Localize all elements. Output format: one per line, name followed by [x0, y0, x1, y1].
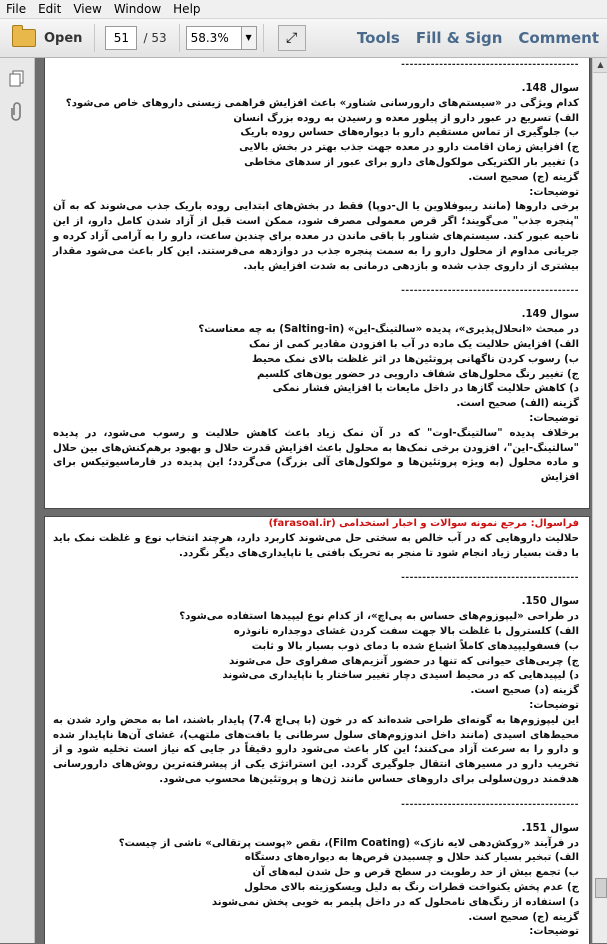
menu-view[interactable]: View [73, 2, 102, 16]
answer-text: گزینه (ج) صحیح است. [468, 911, 579, 923]
pdf-page [44, 516, 590, 944]
explanation-text: برخلاف پدیده "سالتینگ-اوت" که در آن نمک زیاد باعث کاهش حلالیت و رسوب می‌شود، در پدیده "سالتینگ-این"، افزودن برخی نمک‌ها به محلول باعث افزایش قدرت حلال و بهبود برهم‌کنش‌های بین حلال و ماده محلول (به ویژه پروتئین‌ها و مولکول‌های آلی بزرگ) می‌گردد؛ این پدیده در فارماسیوتیکس برای افزایش [53, 427, 579, 484]
option-a: الف) تبخیر بسیار کند حلال و چسبیدن قرص‌ها به دیواره‌های دستگاه [244, 852, 579, 864]
menu-file[interactable]: File [6, 2, 27, 16]
zoom-dropdown-icon[interactable]: ▼ [242, 26, 257, 50]
menu-bar [0, 0, 607, 19]
toolbar-separator [94, 24, 95, 52]
option-c: ج) چربی‌های حیوانی که تنها در حضور آنزیم‌های صفراوی حل می‌شوند [229, 655, 579, 667]
answer-text: گزینه (د) صحیح است. [470, 685, 579, 697]
explanation-label: توضیحات: [529, 926, 579, 938]
option-d: د) استفاده از رنگ‌های نامحلول که در داخل پلیمر به خوبی پخش نمی‌شوند [211, 896, 579, 908]
tools-button[interactable]: Tools [356, 29, 400, 47]
answer-text: گزینه (الف) صحیح است. [456, 398, 579, 410]
page-content [45, 517, 589, 940]
question-number: سوال 149. [521, 309, 579, 321]
question-text: در مبحث «انحلال‌پذیری»، پدیده «سالتینگ-این» (Salting-in) به چه معناست؟ [198, 324, 579, 336]
separator-line: ------------------------------------------ [401, 799, 579, 810]
separator-line: ------------------------------------------ [401, 60, 579, 70]
option-d: د) لیپیدهایی که در محیط اسیدی دچار تغییر ساختار یا ناپایداری می‌شوند [222, 670, 579, 682]
open-button[interactable] [6, 23, 88, 53]
option-a: الف) کلسترول با غلظت بالا جهت سفت کردن غشای دوجداره نانوذره [233, 625, 579, 637]
vertical-scrollbar[interactable] [592, 58, 607, 943]
page-content [45, 58, 589, 486]
page-separator: / [143, 31, 148, 45]
option-c: ج) افزایش زمان اقامت دارو در معده جهت جذب بهتر در بخش بالایی [239, 142, 579, 154]
explanation-text: این لیپوزوم‌ها به گونه‌ای طراحی شده‌اند که در خون (با پی‌اچ 7.4) پایدار باشند، اما به محض وارد شدن به محیط‌های اسیدی (مانند داخل اندوزوم‌های سلول سرطانی یا بافت‌های ملتهب)، غشای آن‌ها ناپایدار شده و دارو را به سرعت آزاد می‌کنند؛ این کار باعث می‌شود دارو دقیقاً در جایی که نیاز است تخلیه شود و از تخریب دارو در مسیرهای انتقال جلوگیری گردد. این استراتژی یکی از پیشرفته‌ترین روش‌های دارورسانی هدفمند درون‌سلولی برای داروهای حساس مانند ژن‌ها و پروتئین‌ها محسوب می‌شود. [53, 714, 579, 785]
option-a: الف) افزایش حلالیت یک ماده در آب با افزودن مقادیر کمی از نمک [249, 338, 579, 350]
separator-line: ------------------------------------------ [401, 286, 579, 297]
menu-edit[interactable]: Edit [38, 2, 62, 16]
option-b: ب) تجمع بیش از حد رطوبت در سطح قرص و حل شدن لبه‌های آن [252, 867, 579, 879]
option-d: د) تغییر بار الکتریکی مولکول‌های دارو برای عبور از سدهای مخاطی [244, 156, 579, 168]
option-d: د) کاهش حلالیت گازها در داخل مایعات با افزایش فشار نمکی [272, 383, 579, 395]
explanation-label: توضیحات: [529, 186, 579, 198]
open-label: Open [44, 30, 83, 46]
question-number: سوال 150. [521, 596, 579, 608]
option-a: الف) تسریع در عبور دارو از پیلور معده و رسیدن به روده بزرگ انسان [233, 112, 579, 124]
scroll-up-icon[interactable]: ▲ [593, 58, 607, 73]
fit-page-button[interactable] [278, 25, 306, 51]
comment-button[interactable]: Comment [518, 29, 599, 47]
option-b: ب) رسوب کردن ناگهانی پروتئین‌ها در اثر غلظت بالای نمک محیط [252, 353, 579, 365]
toolbar-separator [263, 24, 264, 52]
explanation-text: برخی داروها (مانند ریبوفلاوین یا ال-دوپا) فقط در بخش‌های ابتدایی روده باریک جذب می‌شوند که به آن "پنجره جذب" می‌گویند؛ اگر قرص معمولی مصرف شود، ممکن است قبل از آزاد شدن کامل دارو، از این ناحیه عبور کند. سیستم‌های شناور با باقی ماندن در معده برای چندین ساعت، دارو را به آرامی آزاد کرده و جریانی مداوم از محلول دارو را به سمت پنجره جذب در دوازدهه می‌فرستند. این کار باعث می‌شود مقدار بیشتری از داروی جذب شده و بازدهی درمانی به شدت افزایش یابد. [53, 201, 579, 272]
total-pages: 53 [151, 31, 167, 45]
separator-line: ------------------------------------------ [401, 573, 579, 584]
zoom-input[interactable]: 58.3% [186, 26, 242, 50]
question-text: در طراحی «لیپوزوم‌های حساس به پی‌اچ»، از کدام نوع لیپیدها استفاده می‌شود؟ [179, 611, 579, 623]
option-c: ج) عدم پخش یکنواخت قطرات رنگ به دلیل ویسکوزیته بالای محلول [244, 881, 579, 893]
fill-sign-button[interactable]: Fill & Sign [415, 29, 503, 47]
option-b: ب) فسفولیپیدهای کاملاً اشباع شده با دمای ذوب بسیار بالا و ثابت [251, 640, 579, 652]
question-number: سوال 151. [521, 822, 579, 834]
toolbar-separator [179, 24, 180, 52]
pages-thumbnail-icon[interactable] [7, 68, 27, 90]
explanation-label: توضیحات: [529, 699, 579, 711]
attachment-icon[interactable] [7, 100, 27, 122]
answer-text: گزینه (ج) صحیح است. [468, 171, 579, 183]
pdf-page [44, 58, 590, 509]
explanation-label: توضیحات: [529, 412, 579, 424]
question-number: سوال 148. [521, 83, 579, 94]
folder-icon [12, 29, 36, 47]
question-text: کدام ویژگی در «سیستم‌های دارورسانی شناور» باعث افزایش فراهمی زیستی داروهای خاص می‌شود؟ [65, 97, 579, 109]
toolbar [0, 19, 607, 58]
menu-help[interactable]: Help [173, 2, 201, 16]
question-text: در فرآیند «روکش‌دهی لایه نازک» (Film Coating)، نقص «پوست پرتقالی» ناشی از چیست؟ [118, 837, 579, 849]
scroll-thumb[interactable] [595, 878, 607, 898]
continuation-text: حلالیت داروهایی که در آب خالص به سختی حل می‌شوند کاربرد دارد، هرچند انتخاب نوع و غلظت نمک باید با دقت بسیار زیاد انجام شود تا منجر به تحریک بافتی یا ناپایداری‌های دیگر نگردد. [53, 532, 579, 559]
page-number-input[interactable]: 51 [105, 26, 137, 50]
navigation-panel [0, 58, 35, 943]
option-c: ج) تغییر رنگ محلول‌های شفاف دارویی در حضور یون‌های کلسیم [256, 368, 579, 380]
page-header: فراسوال: مرجع نمونه سوالات و اخبار استخدامی (farasoal.ir) [268, 518, 579, 529]
expand-icon: ⤢ [285, 30, 298, 46]
page-total [143, 31, 166, 45]
option-b: ب) جلوگیری از تماس مستقیم دارو با دیواره‌های حساس روده باریک [240, 127, 579, 139]
menu-window[interactable]: Window [113, 2, 162, 16]
